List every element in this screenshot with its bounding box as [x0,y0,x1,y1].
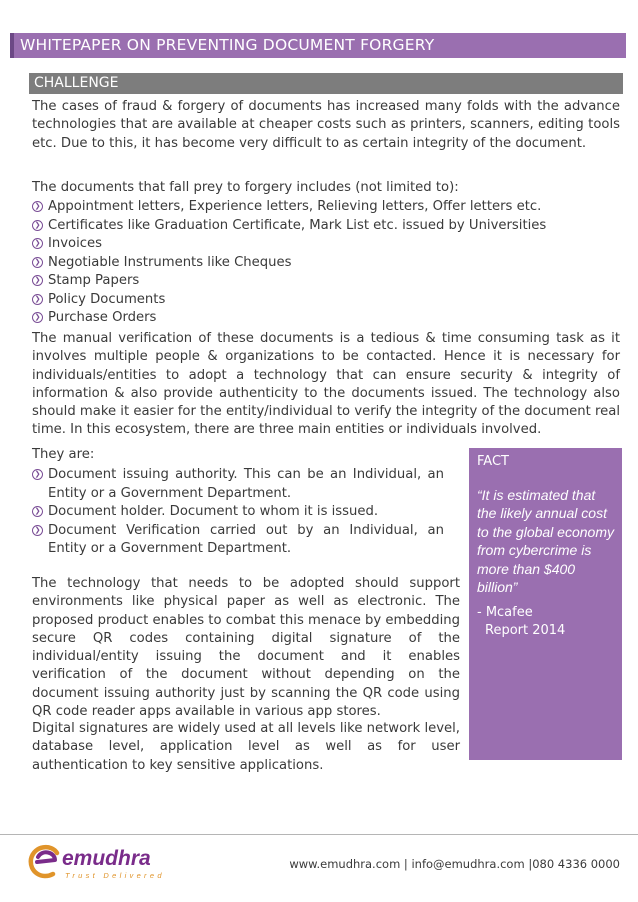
arrow-circle-bullet-icon: ❯ [32,294,43,305]
page-title: WHITEPAPER ON PREVENTING DOCUMENT FORGERY [20,36,435,54]
section-heading-challenge: CHALLENGE [29,73,623,94]
fact-title: FACT [477,454,509,469]
manual-verification-paragraph: The manual verification of these documents is a tedious & time consuming task as it involves multiple people & organizations to be contacted. Hence it is necessary for individuals/entities to adopt a technology that can ensure security & integrity of information & also provide authenticity to the documents issued. The technology also should make it easier for the entity/individual to verify the integrity of the document real time. In this ecosystem, there are three main entities or individuals involved. [32,331,620,438]
fact-source [477,604,614,639]
footer-contact-info: www.emudhra.com | info@emudhra.com |080 4336 0000 [289,857,620,871]
arrow-circle-bullet-icon: ❯ [32,525,43,536]
page-title-bar [10,33,626,58]
logo-wordmark: emudhra [62,847,151,870]
fact-source-line: Report 2014 [485,622,566,638]
digital-signatures-paragraph: Digital signatures are widely used at all levels like network level, database level, application level as well as for user authentication to key sensitive applications. [32,721,460,773]
entities-list [32,466,444,559]
list-item: ❯ Appointment letters, Experience letters, Relieving letters, Offer letters etc. [32,198,612,217]
fact-quote: “It is estimated that the likely annual cost to the global economy from cybercrime is more than $400 billion” [477,487,614,596]
document-list-lead: The documents that fall prey to forgery includes (not limited to): [32,180,459,195]
forgery-document-list [32,198,612,328]
arrow-circle-bullet-icon: ❯ [32,506,43,517]
arrow-circle-bullet-icon: ❯ [32,312,43,323]
list-item: ❯ Document holder. Document to whom it is issued. [32,503,444,522]
logo-tagline: Trust Delivered [65,871,165,880]
list-item: ❯ Document issuing authority. This can be an Individual, an Entity or a Government Department. [32,466,444,503]
arrow-circle-bullet-icon: ❯ [32,469,43,480]
arrow-circle-bullet-icon: ❯ [32,201,43,212]
intro-paragraph: The cases of fraud & forgery of documents has increased many folds with the advance technologies that are available at cheaper costs such as printers, scanners, editing tools etc. Due to this, it has become very difficult to as certain integrity of the document. [32,99,620,151]
fact-source-line: - Mcafee [477,605,533,621]
footer-divider [0,834,638,835]
arrow-circle-bullet-icon: ❯ [32,220,43,231]
arrow-circle-bullet-icon: ❯ [32,238,43,249]
entities-list-lead: They are: [32,447,95,462]
list-item: ❯ Negotiable Instruments like Cheques [32,254,612,273]
list-item: ❯ Purchase Orders [32,309,612,328]
arrow-circle-bullet-icon: ❯ [32,275,43,286]
list-item: ❯ Certificates like Graduation Certificate, Mark List etc. issued by Universities [32,217,612,236]
fact-callout-box [469,448,622,760]
emudhra-logo [28,842,165,886]
list-item: ❯ Stamp Papers [32,272,612,291]
emudhra-e-logo-icon [28,842,62,882]
arrow-circle-bullet-icon: ❯ [32,257,43,268]
title-accent-stripe [10,33,14,58]
technology-paragraph: The technology that needs to be adopted should support environments like physical paper as well as electronic. The proposed product enables to combat this menace by embedding secure QR codes containing digital signature of the individual/entity issuing the document and it enables verification of the document without depending on the document issuing authority just by scanning the QR code using QR code reader apps available in various app stores. [32,576,460,720]
list-item: ❯ Policy Documents [32,291,612,310]
list-item: ❯ Invoices [32,235,612,254]
list-item: ❯ Document Verification carried out by an Individual, an Entity or a Government Department. [32,522,444,559]
